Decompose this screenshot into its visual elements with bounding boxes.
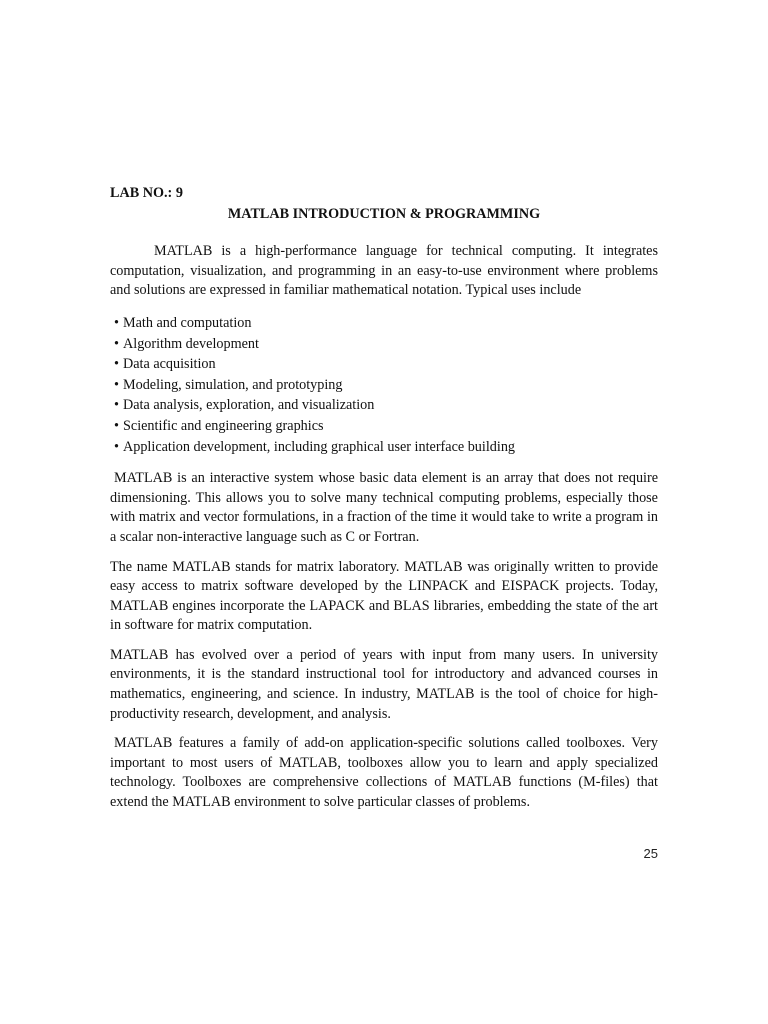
bullet-icon: •: [114, 417, 119, 434]
list-item: [114, 334, 658, 355]
body-paragraph-toolboxes: MATLAB features a family of add-on application-specific solutions called toolboxes. Very important to most users of MATLAB, toolboxes allow you to learn and apply specialized technology. Toolboxes are comprehensive collections of MATLAB functions (M-files) that extend the MATLAB environment to solve particular classes of problems.: [110, 735, 658, 811]
bullet-icon: •: [114, 335, 119, 352]
uses-list: [110, 313, 658, 457]
bullet-icon: •: [114, 397, 119, 414]
lab-number-heading: LAB NO.: 9: [110, 185, 183, 201]
bullet-icon: •: [114, 314, 119, 331]
list-item: [114, 437, 658, 458]
list-item-text: Scientific and engineering graphics: [123, 417, 324, 434]
list-item: [114, 313, 658, 334]
list-item: [114, 354, 658, 375]
body-paragraph-array: MATLAB is an interactive system whose basic data element is an array that does not require dimensioning. This allows you to solve many technical computing problems, especially those with matrix and vector formulations, in a fraction of the time it would take to write a program in a scalar non-interactive language such as C or Fortran.: [110, 470, 658, 545]
list-item: [114, 416, 658, 437]
document-title: MATLAB INTRODUCTION & PROGRAMMING: [227, 205, 541, 222]
bullet-icon: •: [114, 356, 119, 373]
intro-paragraph: MATLAB is a high-performance language for technical computing. It integrates computation, visualization, and programming in an easy-to-use environment where problems and solutions are expressed in familiar mathematical notation. Typical uses include: [110, 243, 658, 299]
body-paragraph-evolution: MATLAB has evolved over a period of years with input from many users. In university environments, it is the standard instructional tool for introductory and advanced courses in mathematics, engineering, and science. In industry, MATLAB is the tool of choice for high-productivity research, development, and analysis.: [110, 646, 658, 722]
bullet-icon: •: [114, 376, 119, 393]
list-item: [114, 375, 658, 396]
list-item-text: Application development, including graphical user interface building: [123, 438, 516, 455]
body-paragraph-name: The name MATLAB stands for matrix laboratory. MATLAB was originally written to provide easy access to matrix software developed by the LINPACK and EISPACK projects. Today, MATLAB engines incorporate the LAPACK and BLAS libraries, embedding the state of the art in software for matrix computation.: [110, 558, 658, 634]
list-item-text: Data analysis, exploration, and visualization: [123, 397, 375, 414]
list-item-text: Data acquisition: [123, 356, 216, 373]
list-item: [114, 395, 658, 416]
list-item-text: Algorithm development: [123, 335, 259, 352]
list-item-text: Math and computation: [123, 314, 252, 331]
page-content: [110, 184, 658, 813]
list-item-text: Modeling, simulation, and prototyping: [123, 376, 343, 393]
page-number: 25: [643, 846, 658, 861]
bullet-icon: •: [114, 438, 119, 455]
